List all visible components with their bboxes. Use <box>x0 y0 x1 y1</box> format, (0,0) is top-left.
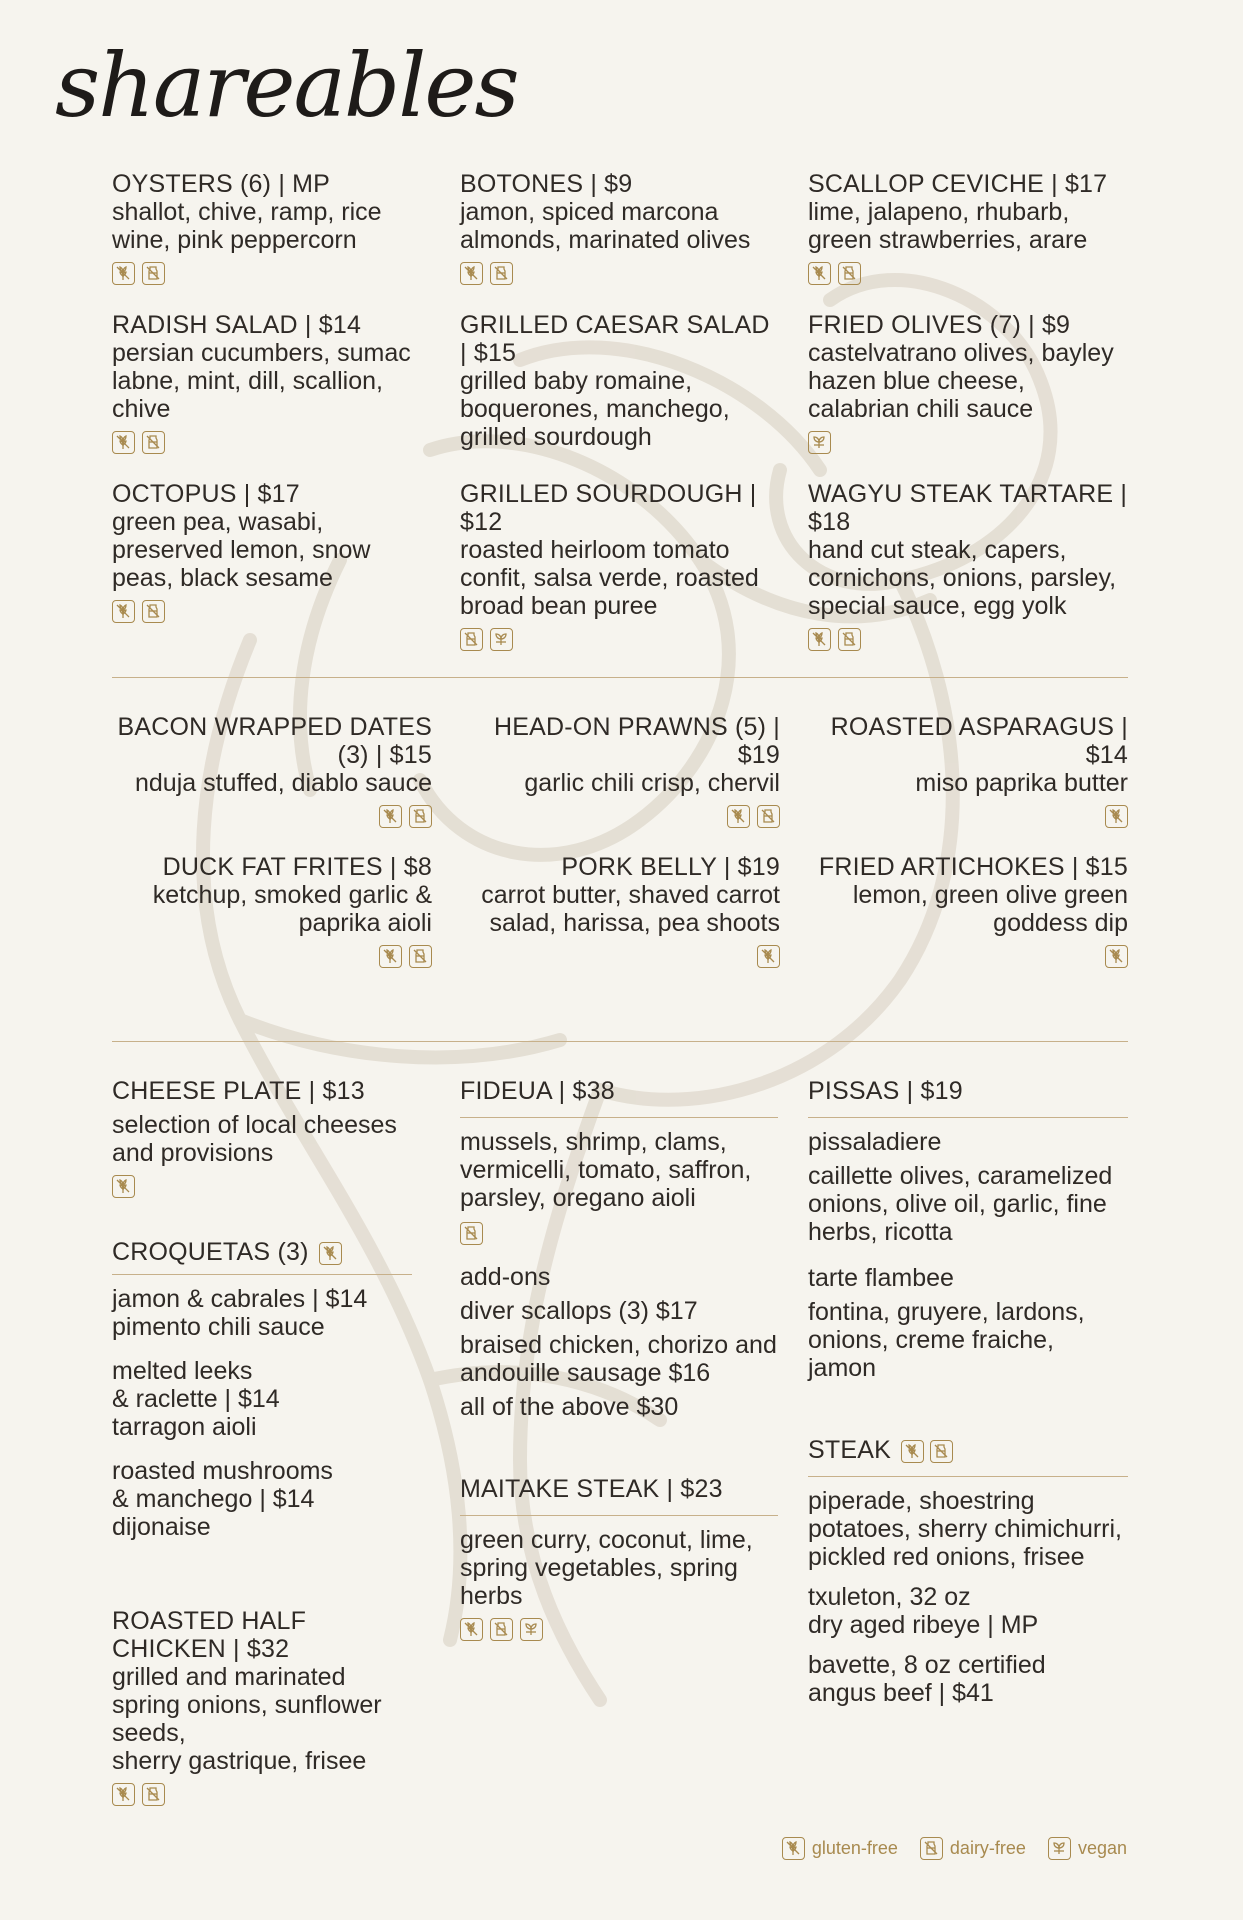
dairy-free-icon <box>838 262 861 285</box>
item-description: castelvatrano olives, bayley hazen blue cheese, calabrian chili sauce <box>808 339 1114 423</box>
menu-item <box>460 853 780 968</box>
menu-item <box>460 480 778 651</box>
dairy-free-icon <box>409 945 432 968</box>
gluten-free-icon <box>808 628 831 651</box>
item-name: ROASTED ASPARAGUS | $14 <box>830 713 1128 769</box>
gluten-free-icon <box>112 1175 135 1198</box>
pissas-option-description: caillette olives, caramelized onions, olive oil, garlic, fine herbs, ricotta <box>808 1162 1113 1246</box>
dairy-free-icon <box>142 1783 165 1806</box>
croquetas-option-jamon: jamon & cabrales | $14 pimento chili sauce <box>112 1285 368 1341</box>
dairy-free-icon <box>409 805 432 828</box>
item-description: selection of local cheeses and provisions <box>112 1111 397 1167</box>
menu-item <box>808 170 1128 285</box>
item-description: garlic chili crisp, chervil <box>524 769 780 797</box>
addons-label: add-ons <box>460 1263 551 1291</box>
item-description: piperade, shoestring potatoes, sherry chimichurri, pickled red onions, frisee <box>808 1487 1123 1571</box>
item-name: BACON WRAPPED DATES (3) | $15 <box>117 713 432 769</box>
item-name: OYSTERS (6) | MP <box>112 170 331 198</box>
item-name: ROASTED HALF CHICKEN | $32 <box>112 1607 307 1663</box>
item-name: RADISH SALAD | $14 <box>112 311 362 339</box>
gluten-free-icon <box>782 1837 805 1860</box>
dairy-free-icon <box>460 628 483 651</box>
gluten-free-icon <box>901 1440 924 1463</box>
menu-item <box>460 170 778 285</box>
gluten-free-icon <box>112 431 135 454</box>
dairy-free-icon <box>838 628 861 651</box>
croquetas-option-mushrooms: roasted mushrooms & manchego | $14 dijonaise <box>112 1457 333 1541</box>
croquetas-item <box>112 1238 412 1541</box>
gluten-free-icon <box>727 805 750 828</box>
gluten-free-icon <box>757 945 780 968</box>
vegan-icon <box>490 628 513 651</box>
menu-item <box>808 853 1128 968</box>
item-description: hand cut steak, capers, cornichons, onions, parsley, special sauce, egg yolk <box>808 536 1117 620</box>
dairy-free-icon <box>142 600 165 623</box>
legend-vegan: vegan <box>1077 1838 1127 1858</box>
item-underline <box>808 1476 1128 1477</box>
steak-item <box>808 1436 1128 1707</box>
section-divider <box>112 677 1128 678</box>
menu-item <box>112 170 422 285</box>
dairy-free-icon <box>490 262 513 285</box>
gluten-free-icon <box>808 262 831 285</box>
gluten-free-icon <box>112 600 135 623</box>
item-name: SCALLOP CEVICHE | $17 <box>808 170 1108 198</box>
menu-item <box>112 853 432 968</box>
item-name: FRIED ARTICHOKES | $15 <box>818 853 1128 881</box>
addon-item: all of the above $30 <box>460 1393 679 1421</box>
vegan-icon <box>520 1618 543 1641</box>
item-underline <box>808 1117 1128 1118</box>
menu-item <box>808 311 1128 454</box>
pissas-item <box>808 1077 1128 1382</box>
item-description: jamon, spiced marcona almonds, marinated olives <box>460 198 751 254</box>
pissas-option-title: pissaladiere <box>808 1128 942 1156</box>
item-name: GRILLED SOURDOUGH | $12 <box>460 480 757 536</box>
dairy-free-icon <box>920 1837 943 1860</box>
gluten-free-icon <box>379 805 402 828</box>
item-description: nduja stuffed, diablo sauce <box>135 769 432 797</box>
item-description: mussels, shrimp, clams, vermicelli, tomato, saffron, parsley, oregano aioli <box>460 1128 752 1212</box>
section-divider <box>112 1041 1128 1042</box>
vegan-icon <box>1048 1837 1071 1860</box>
steak-option: bavette, 8 oz certified angus beef | $41 <box>808 1651 1046 1707</box>
item-name: HEAD-ON PRAWNS (5) | $19 <box>494 713 780 769</box>
item-name: CHEESE PLATE | $13 <box>112 1077 365 1105</box>
legend-gluten-free: gluten-free <box>811 1838 898 1858</box>
menu-item <box>112 480 422 623</box>
menu-item <box>112 311 422 454</box>
steak-option: txuleton, 32 oz dry aged ribeye | MP <box>808 1583 1039 1639</box>
gluten-free-icon <box>319 1242 342 1265</box>
legend-dairy-free: dairy-free <box>949 1838 1026 1858</box>
roasted-half-chicken-item <box>112 1607 412 1806</box>
addon-item: braised chicken, chorizo and andouille sausage $16 <box>460 1331 777 1387</box>
item-name: STEAK <box>808 1436 1128 1464</box>
item-name: FRIED OLIVES (7) | $9 <box>808 311 1071 339</box>
item-description: sherry gastrique, frisee <box>112 1747 367 1775</box>
item-description: ketchup, smoked garlic & paprika aioli <box>152 881 432 937</box>
gluten-free-icon <box>1105 805 1128 828</box>
maitake-steak-item <box>460 1475 778 1641</box>
item-underline <box>460 1515 778 1516</box>
dairy-free-icon <box>490 1618 513 1641</box>
item-description: green pea, wasabi, preserved lemon, snow peas, black sesame <box>112 508 371 592</box>
gluten-free-icon <box>112 1783 135 1806</box>
item-name: FIDEUA | $38 <box>460 1077 615 1105</box>
menu-item <box>460 713 780 828</box>
gluten-free-icon <box>460 1618 483 1641</box>
item-name: BOTONES | $9 <box>460 170 633 198</box>
dairy-free-icon <box>142 431 165 454</box>
dietary-legend <box>782 1837 1127 1860</box>
item-underline <box>460 1117 778 1118</box>
dairy-free-icon <box>757 805 780 828</box>
item-description: green curry, coconut, lime, spring vegetables, spring herbs <box>460 1526 753 1610</box>
item-description: persian cucumbers, sumac labne, mint, dill, scallion, chive <box>112 339 411 423</box>
item-description: grilled baby romaine, boquerones, manchego, grilled sourdough <box>460 367 730 451</box>
item-name: DUCK FAT FRITES | $8 <box>162 853 432 881</box>
item-name: MAITAKE STEAK | $23 <box>460 1475 723 1503</box>
item-name: WAGYU STEAK TARTARE | $18 <box>808 480 1128 536</box>
menu-item <box>808 713 1128 828</box>
fideua-item <box>460 1077 778 1421</box>
item-description: roasted heirloom tomato confit, salsa verde, roasted broad bean puree <box>460 536 759 620</box>
item-description: carrot butter, shaved carrot salad, harissa, pea shoots <box>481 881 780 937</box>
pissas-option-description: fontina, gruyere, lardons, onions, creme fraiche, jamon <box>808 1298 1085 1382</box>
item-description: lemon, green olive green goddess dip <box>852 881 1128 937</box>
item-name: PORK BELLY | $19 <box>561 853 780 881</box>
item-name: CROQUETAS (3) <box>112 1238 412 1266</box>
item-description: lime, jalapeno, rhubarb, green strawberries, arare <box>808 198 1088 254</box>
dairy-free-icon <box>930 1440 953 1463</box>
addon-item: diver scallops (3) $17 <box>460 1297 698 1325</box>
gluten-free-icon <box>460 262 483 285</box>
dairy-free-icon <box>142 262 165 285</box>
item-name: GRILLED CAESAR SALAD | $15 <box>460 311 770 367</box>
item-name: PISSAS | $19 <box>808 1077 963 1105</box>
pissas-option-title: tarte flambee <box>808 1264 954 1292</box>
vegan-icon <box>808 431 831 454</box>
gluten-free-icon <box>1105 945 1128 968</box>
cheese-plate-item <box>112 1077 432 1198</box>
dairy-free-icon <box>460 1222 483 1245</box>
gluten-free-icon <box>112 262 135 285</box>
item-underline <box>112 1274 412 1275</box>
item-description: shallot, chive, ramp, rice wine, pink peppercorn <box>112 198 382 254</box>
item-name: OCTOPUS | $17 <box>112 480 300 508</box>
item-description: grilled and marinated spring onions, sunflower seeds, <box>112 1663 382 1747</box>
menu-item <box>112 713 432 828</box>
gluten-free-icon <box>379 945 402 968</box>
page-title: shareables <box>55 34 518 137</box>
croquetas-option-leeks: melted leeks & raclette | $14 tarragon aioli <box>112 1357 280 1441</box>
menu-item <box>808 480 1128 651</box>
item-description: miso paprika butter <box>915 769 1128 797</box>
menu-item <box>460 311 778 451</box>
